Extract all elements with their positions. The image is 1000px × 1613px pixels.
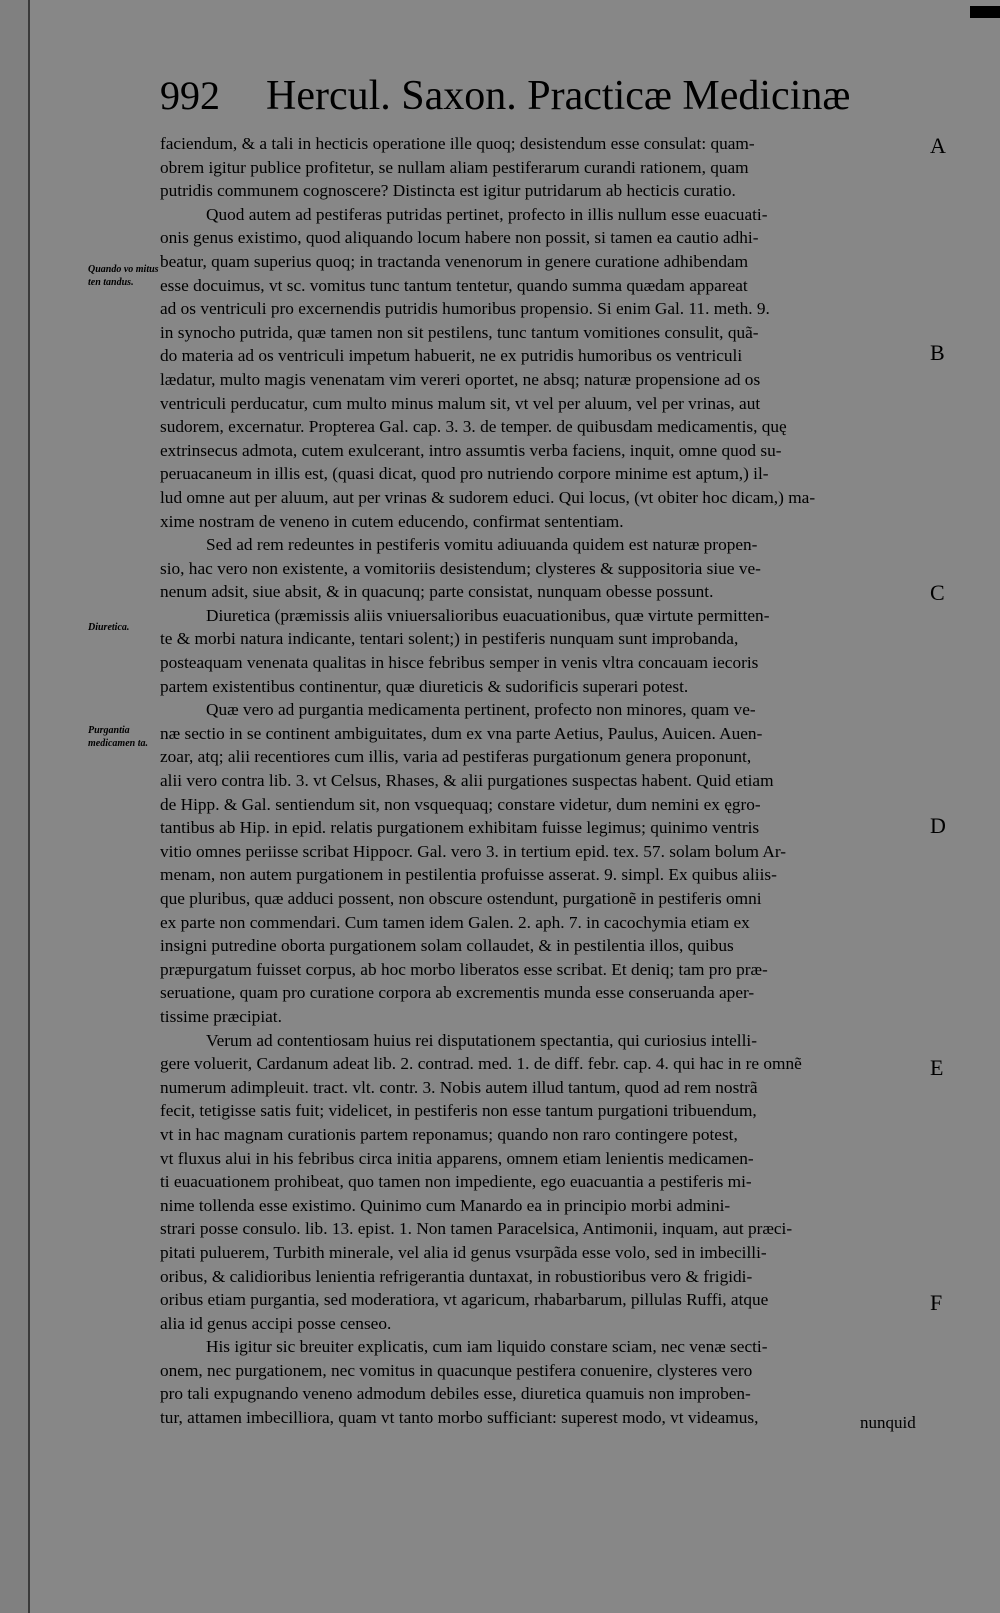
section-letter-d: D xyxy=(930,813,946,838)
text-line: tissime præcipiat. xyxy=(160,1006,282,1026)
text-line: fecit, tetigisse satis fuit; videlicet, in pestiferis non esse tantum purgationi tribuendum, xyxy=(160,1101,757,1121)
text-line: insigni putredine oborta purgationem solam collaudet, & in pestilentia illos, quibus xyxy=(160,936,734,956)
text-line: obrem igitur publice profitetur, se nullam aliam pestiferarum curandi rationem, quam xyxy=(160,157,749,177)
text-line: seruatione, quam pro curatione corpora ab excrementis munda esse conseruanda aper- xyxy=(160,983,755,1003)
text-line: næ sectio in se continent ambiguitates, dum ex vna parte Aetius, Paulus, Auicen. Auen- xyxy=(160,723,763,743)
text-line: oribus etiam purgantia, sed moderatiora, vt agaricum, rhabarbarum, pillulas Ruffi, atque xyxy=(160,1290,769,1310)
text-line: lædatur, multo magis venenatam vim vereri oportet, ne absq; naturæ propensione ad os xyxy=(160,369,761,389)
running-title: Hercul. Saxon. Practicæ Medicinæ xyxy=(266,73,851,119)
text-line: partem existentibus continentur, quæ diureticis & sudorificis superari potest. xyxy=(160,676,689,696)
text-line: esse docuimus, vt sc. vomitus tunc tantum tentetur, quando summa quædam appareat xyxy=(160,275,748,295)
text-line: xime nostram de veneno in cutem educendo, confirmat sententiam. xyxy=(160,511,624,531)
text-line: faciendum, & a tali in hecticis operatione ille quoq; desistendum esse consulat: quam- xyxy=(160,134,755,153)
margin-note-purgantia: Purgantia medicamen ta. xyxy=(88,725,148,749)
text-line: putridis communem cognoscere? Distincta est igitur putridarum ab hecticis curatio. xyxy=(160,181,736,201)
section-letter-c: C xyxy=(930,580,945,605)
text-line: ex parte non commendari. Cum tamen idem Galen. 2. aph. 7. in cacochymia etiam ex xyxy=(160,912,750,932)
catchword: nunquid xyxy=(860,1413,916,1432)
text-line: Quæ vero ad purgantia medicamenta pertinent, profecto non minores, quam ve- xyxy=(206,700,756,720)
text-line: do materia ad os ventriculi impetum habuerit, ne ex putridis humoribus os ventriculi xyxy=(160,346,743,366)
section-letter-e: E xyxy=(930,1055,944,1080)
text-line: vt in hac magnam curationis partem reponamus; quando non raro contingere potest, xyxy=(160,1124,738,1144)
text-line: numerum adimpleuit. tract. vlt. contr. 3. Nobis autem illud tantum, quod ad rem nostrã xyxy=(160,1077,758,1097)
scan-edge-mark xyxy=(970,6,1000,18)
text-line: tantibus ab Hip. in epid. relatis purgationem exhibitam fuisse legimus; quinimo ventris xyxy=(160,818,760,838)
text-line: strari posse consulo. lib. 13. epist. 1. Non tamen Paracelsica, Antimonii, inquam, aut præci- xyxy=(160,1219,793,1239)
text-line: Quod autem ad pestiferas putridas pertinet, profecto in illis nullum esse euacuati- xyxy=(206,204,768,224)
text-line: zoar, atq; alii recentiores cum illis, varia ad pestiferas purgationum genera proponunt, xyxy=(160,747,752,767)
text-line: menam, non autem purgationem in pestilentia profuisse asserat. 9. simpl. Ex quibus aliis- xyxy=(160,865,777,885)
text-line: posteaquam venenata qualitas in hisce febribus semper in venis vltra concauam iecoris xyxy=(160,653,759,673)
section-letter-a: A xyxy=(930,133,946,158)
text-line: alii vero contra lib. 3. vt Celsus, Rhases, & alii purgationes suspectas habent. Quid etiam xyxy=(160,771,774,791)
text-line: extrinsecus admota, cutem exulcerant, intro assumtis verba faciens, inquit, omne quod su- xyxy=(160,440,782,460)
text-line: onis genus existimo, quod aliquando locum habere non possit, si tamen ea cautio adhi- xyxy=(160,228,759,248)
text-line: sudorem, excernatur. Propterea Gal. cap. 3. 3. de temper. de quibusdam medicamentis, quę xyxy=(160,417,787,437)
text-line: pro tali expugnando veneno admodum debiles esse, diuretica quamuis non improben- xyxy=(160,1384,751,1404)
text-line: alia id genus accipi posse censeo. xyxy=(160,1313,392,1333)
text-line: vt fluxus alui in his febribus circa initia apparens, omnem etiam lenientis medicamen- xyxy=(160,1148,754,1168)
text-line: Diuretica (præmissis aliis vniuersalioribus euacuationibus, quæ virtute permitten- xyxy=(206,605,770,625)
section-letter-f: F xyxy=(930,1290,943,1315)
section-letter-b: B xyxy=(930,340,945,365)
page-header xyxy=(160,72,920,134)
text-line: nenum adsit, siue absit, & in quacunq; parte consistat, nunquam obesse possunt. xyxy=(160,582,714,602)
text-line: tur, attamen imbecilliora, quam vt tanto morbo sufficiant: superest modo, vt videamus, xyxy=(160,1408,759,1428)
text-line: onem, nec purgationem, nec vomitus in quacunque pestifera conuenire, clysteres vero xyxy=(160,1360,753,1380)
text-line: que pluribus, quæ adduci possent, non obscure ostendunt, purgationẽ in pestiferis omni xyxy=(160,889,762,908)
text-line: vitio omnes periisse scribat Hippocr. Gal. vero 3. in tertium epid. tex. 57. solam bolum Ar- xyxy=(160,841,786,861)
text-line: te & morbi natura indicante, tentari solent;) in pestiferis nunquam sunt improbanda, xyxy=(160,629,739,649)
text-line: peruacaneum in illis est, (quasi dicat, quod pro nutriendo corpore minime est aptum,) il- xyxy=(160,464,769,484)
text-line: His igitur sic breuiter explicatis, cum iam liquido constare sciam, nec venæ secti- xyxy=(206,1337,768,1357)
text-line: præpurgatum fuisset corpus, ab hoc morbo liberatos esse scribat. Et deniq; tam pro præ- xyxy=(160,959,768,979)
main-text xyxy=(160,132,920,1430)
text-line: Sed ad rem redeuntes in pestiferis vomitu adiuuanda quidem est naturæ propen- xyxy=(206,535,758,555)
text-line: lud omne aut per aluum, aut per vrinas & sudorem educi. Qui locus, (vt obiter hoc dicam,) ma- xyxy=(160,487,816,507)
text-line: in synocho putrida, quæ tamen non sit pestilens, tunc tantum vomitiones consulit, quã- xyxy=(160,322,759,342)
text-line: gere voluerit, Cardanum adeat lib. 2. contrad. med. 1. de diff. febr. cap. 4. qui hac in re omnẽ xyxy=(160,1054,802,1074)
text-line: oribus, & calidioribus lenientia refrigerantia duntaxat, in robustioribus vero & frigidi- xyxy=(160,1266,753,1286)
text-line: nime tollenda esse existimo. Quinimo cum Manardo ea in principio morbi admini- xyxy=(160,1195,731,1215)
text-line: Verum ad contentiosam huius rei disputationem spectantia, qui curiosius intelli- xyxy=(206,1030,757,1050)
text-line: beatur, quam superius quoq; in tractanda venenorum in genere curatione adhibendam xyxy=(160,251,749,271)
text-line: sio, hac vero non existente, a vomitoriis desistendum; clysteres & suppositoria siue ve- xyxy=(160,558,761,578)
page-number: 992 xyxy=(160,73,220,118)
text-line: ventriculi perducatur, cum multo minus malum sit, vt vel per aluum, vel per vrinas, aut xyxy=(160,393,761,413)
margin-note-vomitus: Quando vo mitus ten tandus. xyxy=(88,264,159,288)
margin-note-diuretica: Diuretica. xyxy=(88,622,130,633)
text-line: ad os ventriculi pro excernendis putridis humoribus propensio. Si enim Gal. 11. meth. 9. xyxy=(160,299,770,319)
text-line: ti euacuationem prohibeat, quo tamen non impediente, ego euacuantia a pestiferis mi- xyxy=(160,1172,752,1192)
text-line: pitati puluerem, Turbith minerale, vel alia id genus vsurpãda esse volo, sed in imbecilli- xyxy=(160,1242,767,1262)
text-line: de Hipp. & Gal. sentiendum sit, non vsquequaq; constare videtur, dum nemini ex ęgro- xyxy=(160,794,761,814)
